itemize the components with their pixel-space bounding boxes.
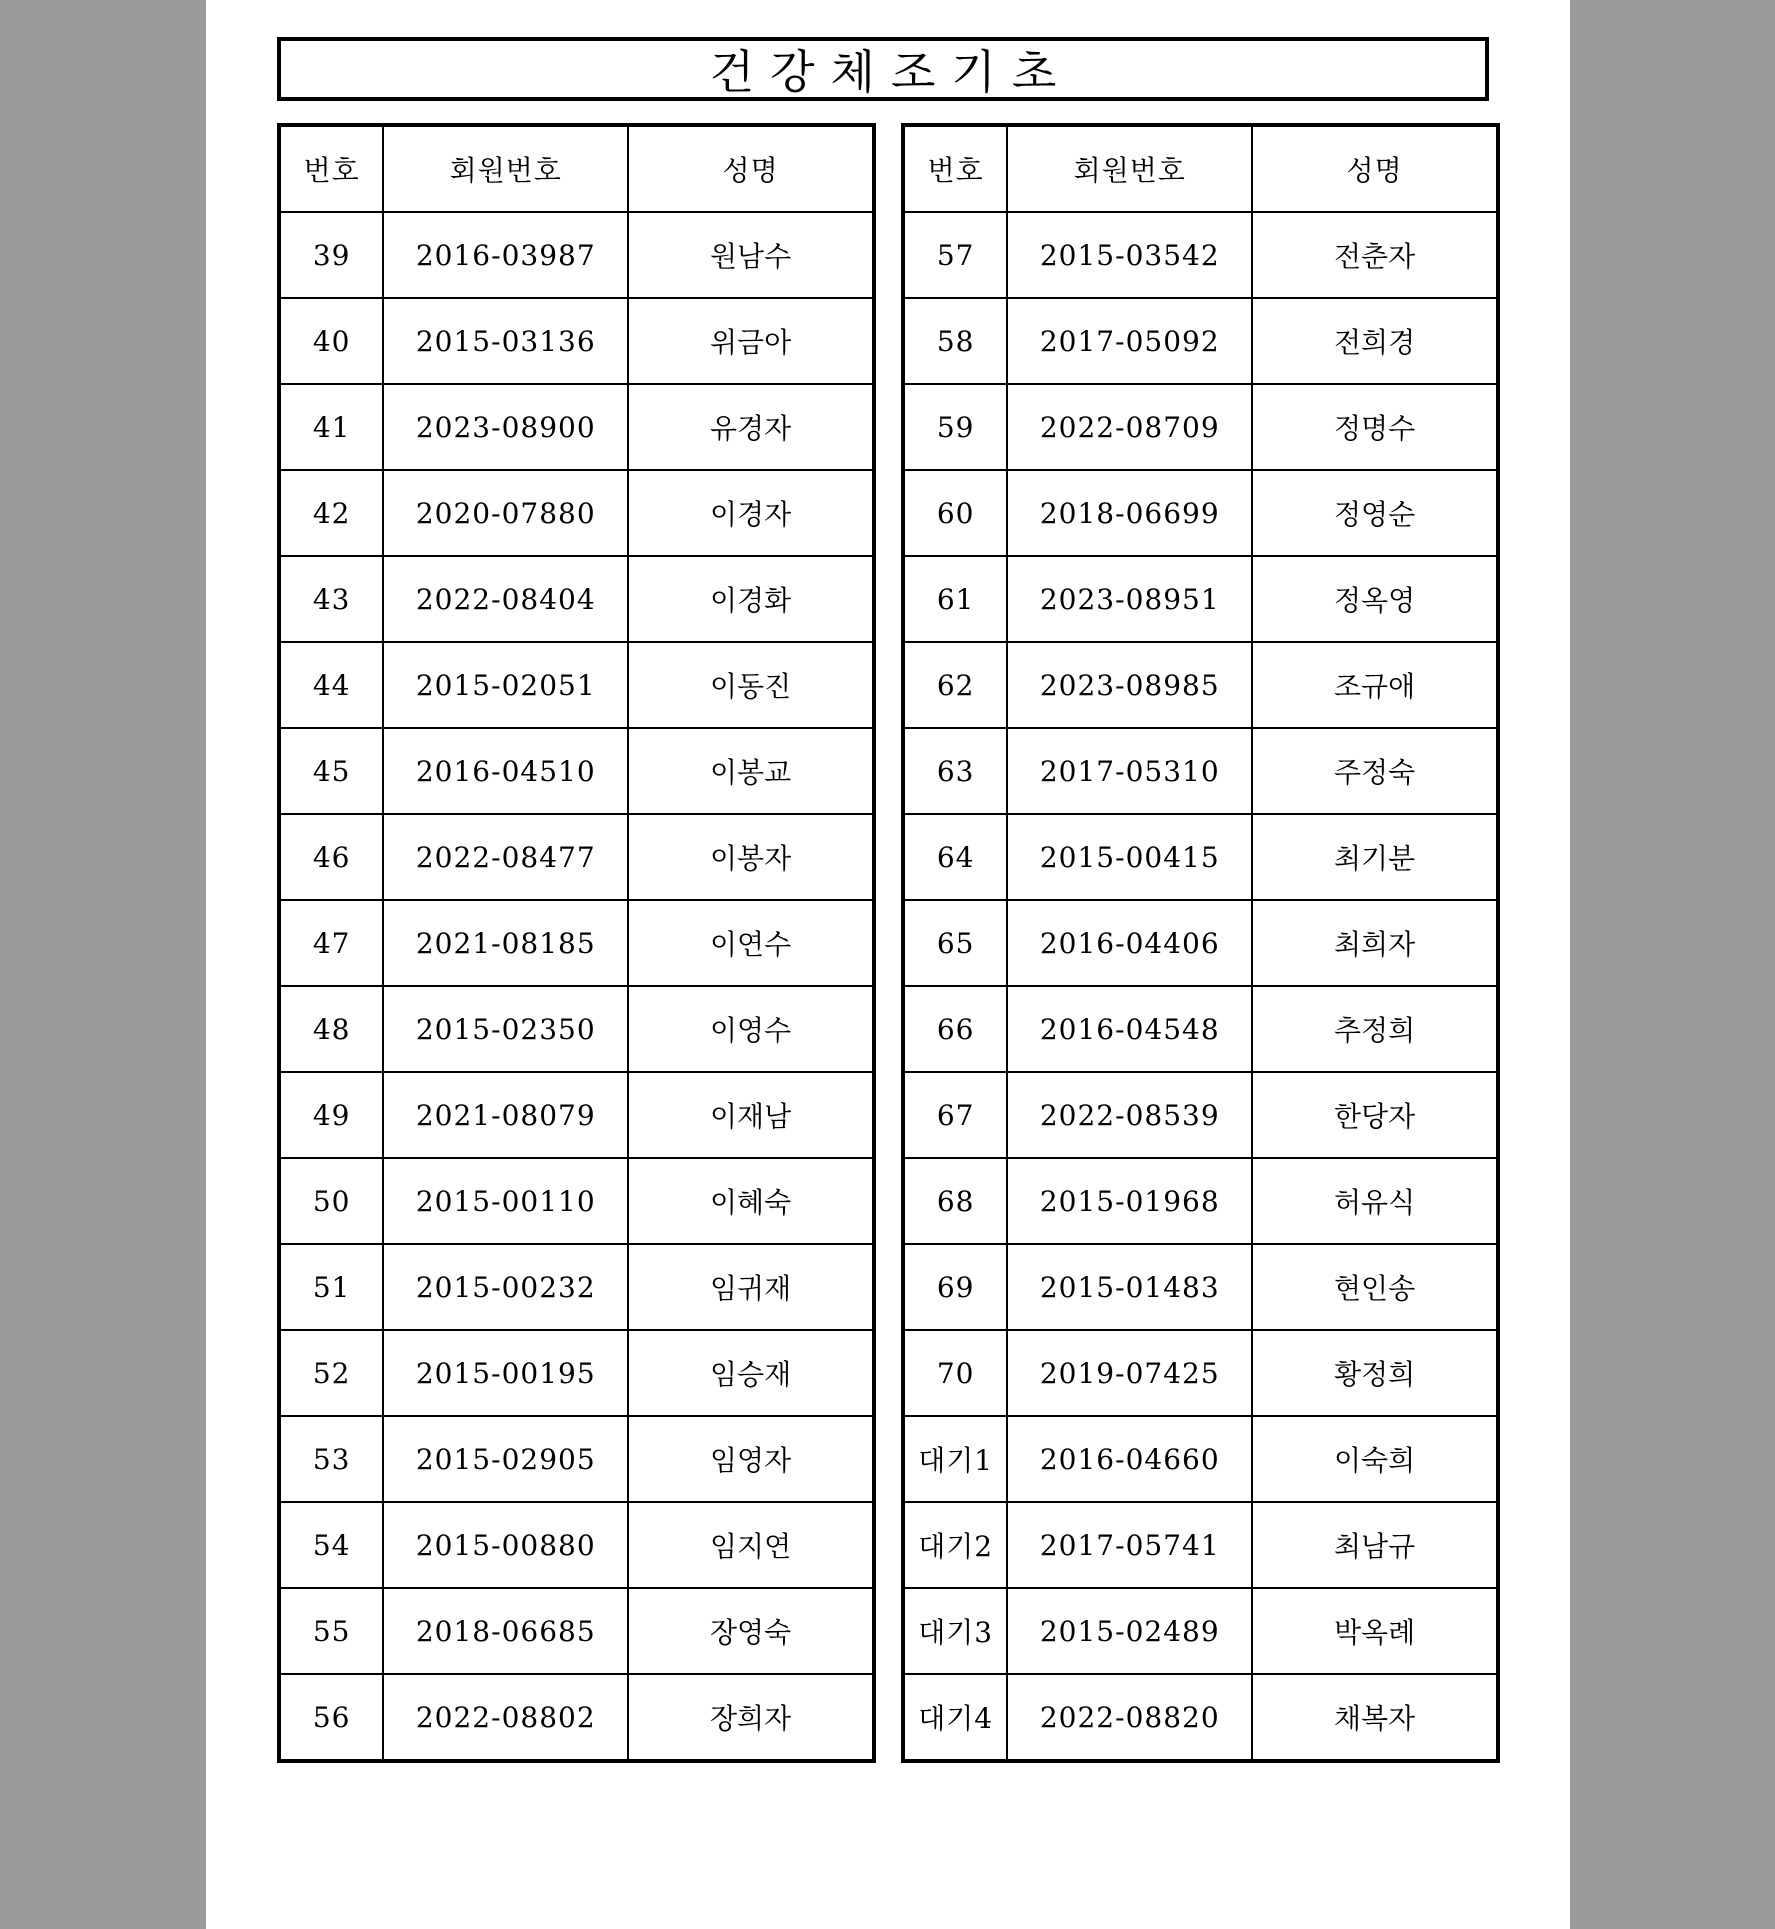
table-row	[903, 298, 1498, 384]
name-cell: 이봉교	[628, 728, 874, 814]
name-cell: 이영수	[628, 986, 874, 1072]
member-id-cell: 2016-04660	[1007, 1416, 1252, 1502]
member-id-cell: 2016-04510	[383, 728, 628, 814]
member-id-cell: 2021-08079	[383, 1072, 628, 1158]
number-cell: 40	[279, 298, 383, 384]
name-cell: 최희자	[1252, 900, 1498, 986]
name-cell: 허유식	[1252, 1158, 1498, 1244]
number-cell: 48	[279, 986, 383, 1072]
name-cell: 정명수	[1252, 384, 1498, 470]
table-row	[903, 642, 1498, 728]
member-id-cell: 2015-03136	[383, 298, 628, 384]
number-cell: 54	[279, 1502, 383, 1588]
header-row	[903, 125, 1498, 212]
header-member-id: 회원번호	[383, 125, 628, 212]
number-cell: 44	[279, 642, 383, 728]
table-row	[279, 1674, 874, 1761]
number-cell: 62	[903, 642, 1007, 728]
table-row	[279, 384, 874, 470]
name-cell: 이연수	[628, 900, 874, 986]
waitlist-row	[903, 1416, 1498, 1502]
table-row	[279, 1244, 874, 1330]
number-cell: 61	[903, 556, 1007, 642]
member-id-cell: 2017-05310	[1007, 728, 1252, 814]
table-row	[279, 298, 874, 384]
number-cell: 43	[279, 556, 383, 642]
name-cell: 임지연	[628, 1502, 874, 1588]
name-cell: 위금아	[628, 298, 874, 384]
member-id-cell: 2015-02350	[383, 986, 628, 1072]
header-number: 번호	[279, 125, 383, 212]
title-box	[277, 37, 1489, 101]
name-cell: 정옥영	[1252, 556, 1498, 642]
table-row	[903, 986, 1498, 1072]
member-id-cell: 2016-04548	[1007, 986, 1252, 1072]
waitlist-row	[903, 1502, 1498, 1588]
number-cell: 50	[279, 1158, 383, 1244]
name-cell: 장희자	[628, 1674, 874, 1761]
header-row	[279, 125, 874, 212]
name-cell: 장영숙	[628, 1588, 874, 1674]
name-cell: 이경자	[628, 470, 874, 556]
member-id-cell: 2016-03987	[383, 212, 628, 298]
table-row	[279, 814, 874, 900]
number-cell: 대기3	[903, 1588, 1007, 1674]
table-row	[903, 728, 1498, 814]
name-cell: 이동진	[628, 642, 874, 728]
name-cell: 정영순	[1252, 470, 1498, 556]
name-cell: 황정희	[1252, 1330, 1498, 1416]
member-id-cell: 2023-08951	[1007, 556, 1252, 642]
member-id-cell: 2022-08539	[1007, 1072, 1252, 1158]
table-row	[903, 814, 1498, 900]
name-cell: 박옥례	[1252, 1588, 1498, 1674]
member-id-cell: 2022-08802	[383, 1674, 628, 1761]
number-cell: 대기4	[903, 1674, 1007, 1761]
number-cell: 60	[903, 470, 1007, 556]
roster-table-left	[277, 123, 876, 1763]
member-id-cell: 2023-08900	[383, 384, 628, 470]
table-row	[903, 384, 1498, 470]
table-row	[279, 1502, 874, 1588]
table-row	[279, 728, 874, 814]
number-cell: 59	[903, 384, 1007, 470]
name-cell: 이혜숙	[628, 1158, 874, 1244]
name-cell: 현인송	[1252, 1244, 1498, 1330]
number-cell: 52	[279, 1330, 383, 1416]
number-cell: 57	[903, 212, 1007, 298]
number-cell: 47	[279, 900, 383, 986]
header-member-id: 회원번호	[1007, 125, 1252, 212]
name-cell: 임승재	[628, 1330, 874, 1416]
name-cell: 원남수	[628, 212, 874, 298]
name-cell: 임귀재	[628, 1244, 874, 1330]
number-cell: 56	[279, 1674, 383, 1761]
member-id-cell: 2023-08985	[1007, 642, 1252, 728]
number-cell: 64	[903, 814, 1007, 900]
header-number: 번호	[903, 125, 1007, 212]
name-cell: 유경자	[628, 384, 874, 470]
member-id-cell: 2015-00232	[383, 1244, 628, 1330]
name-cell: 채복자	[1252, 1674, 1498, 1761]
name-cell: 이봉자	[628, 814, 874, 900]
waitlist-row	[903, 1588, 1498, 1674]
member-id-cell: 2015-00415	[1007, 814, 1252, 900]
table-row	[279, 1330, 874, 1416]
roster-table-right	[901, 123, 1500, 1763]
roster-body-left	[279, 212, 874, 1761]
member-id-cell: 2015-00880	[383, 1502, 628, 1588]
name-cell: 이경화	[628, 556, 874, 642]
name-cell: 한당자	[1252, 1072, 1498, 1158]
number-cell: 70	[903, 1330, 1007, 1416]
number-cell: 49	[279, 1072, 383, 1158]
number-cell: 69	[903, 1244, 1007, 1330]
member-id-cell: 2015-02489	[1007, 1588, 1252, 1674]
table-row	[279, 212, 874, 298]
table-row	[903, 900, 1498, 986]
table-row	[279, 642, 874, 728]
member-id-cell: 2019-07425	[1007, 1330, 1252, 1416]
name-cell: 전희경	[1252, 298, 1498, 384]
member-id-cell: 2022-08477	[383, 814, 628, 900]
member-id-cell: 2015-02905	[383, 1416, 628, 1502]
name-cell: 주정숙	[1252, 728, 1498, 814]
member-id-cell: 2017-05741	[1007, 1502, 1252, 1588]
name-cell: 이숙희	[1252, 1416, 1498, 1502]
table-row	[279, 1588, 874, 1674]
number-cell: 68	[903, 1158, 1007, 1244]
number-cell: 63	[903, 728, 1007, 814]
number-cell: 46	[279, 814, 383, 900]
member-id-cell: 2018-06699	[1007, 470, 1252, 556]
name-cell: 추정희	[1252, 986, 1498, 1072]
name-cell: 이재남	[628, 1072, 874, 1158]
table-row	[903, 1244, 1498, 1330]
roster-body-right	[903, 212, 1498, 1761]
number-cell: 39	[279, 212, 383, 298]
table-row	[279, 556, 874, 642]
page-title: 건강체조기초	[709, 45, 1073, 99]
waitlist-row	[903, 1674, 1498, 1761]
member-id-cell: 2022-08709	[1007, 384, 1252, 470]
table-row	[279, 1158, 874, 1244]
table-row	[903, 1158, 1498, 1244]
member-id-cell: 2018-06685	[383, 1588, 628, 1674]
header-name: 성명	[628, 125, 874, 212]
table-row	[903, 212, 1498, 298]
number-cell: 대기1	[903, 1416, 1007, 1502]
header-name: 성명	[1252, 125, 1498, 212]
member-id-cell: 2021-08185	[383, 900, 628, 986]
table-row	[279, 470, 874, 556]
member-id-cell: 2015-01483	[1007, 1244, 1252, 1330]
table-row	[903, 556, 1498, 642]
number-cell: 55	[279, 1588, 383, 1674]
table-row	[279, 986, 874, 1072]
name-cell: 임영자	[628, 1416, 874, 1502]
member-id-cell: 2015-02051	[383, 642, 628, 728]
member-id-cell: 2015-00110	[383, 1158, 628, 1244]
document-page	[206, 0, 1570, 1929]
member-id-cell: 2020-07880	[383, 470, 628, 556]
name-cell: 전춘자	[1252, 212, 1498, 298]
member-id-cell: 2015-01968	[1007, 1158, 1252, 1244]
member-id-cell: 2017-05092	[1007, 298, 1252, 384]
member-id-cell: 2022-08820	[1007, 1674, 1252, 1761]
member-id-cell: 2015-00195	[383, 1330, 628, 1416]
name-cell: 최남규	[1252, 1502, 1498, 1588]
member-id-cell: 2016-04406	[1007, 900, 1252, 986]
number-cell: 66	[903, 986, 1007, 1072]
member-id-cell: 2015-03542	[1007, 212, 1252, 298]
number-cell: 대기2	[903, 1502, 1007, 1588]
number-cell: 45	[279, 728, 383, 814]
number-cell: 41	[279, 384, 383, 470]
number-cell: 51	[279, 1244, 383, 1330]
member-id-cell: 2022-08404	[383, 556, 628, 642]
table-row	[903, 470, 1498, 556]
table-row	[279, 1072, 874, 1158]
number-cell: 65	[903, 900, 1007, 986]
table-row	[903, 1330, 1498, 1416]
name-cell: 조규애	[1252, 642, 1498, 728]
table-row	[279, 1416, 874, 1502]
number-cell: 58	[903, 298, 1007, 384]
number-cell: 53	[279, 1416, 383, 1502]
name-cell: 최기분	[1252, 814, 1498, 900]
table-row	[279, 900, 874, 986]
table-row	[903, 1072, 1498, 1158]
number-cell: 67	[903, 1072, 1007, 1158]
number-cell: 42	[279, 470, 383, 556]
